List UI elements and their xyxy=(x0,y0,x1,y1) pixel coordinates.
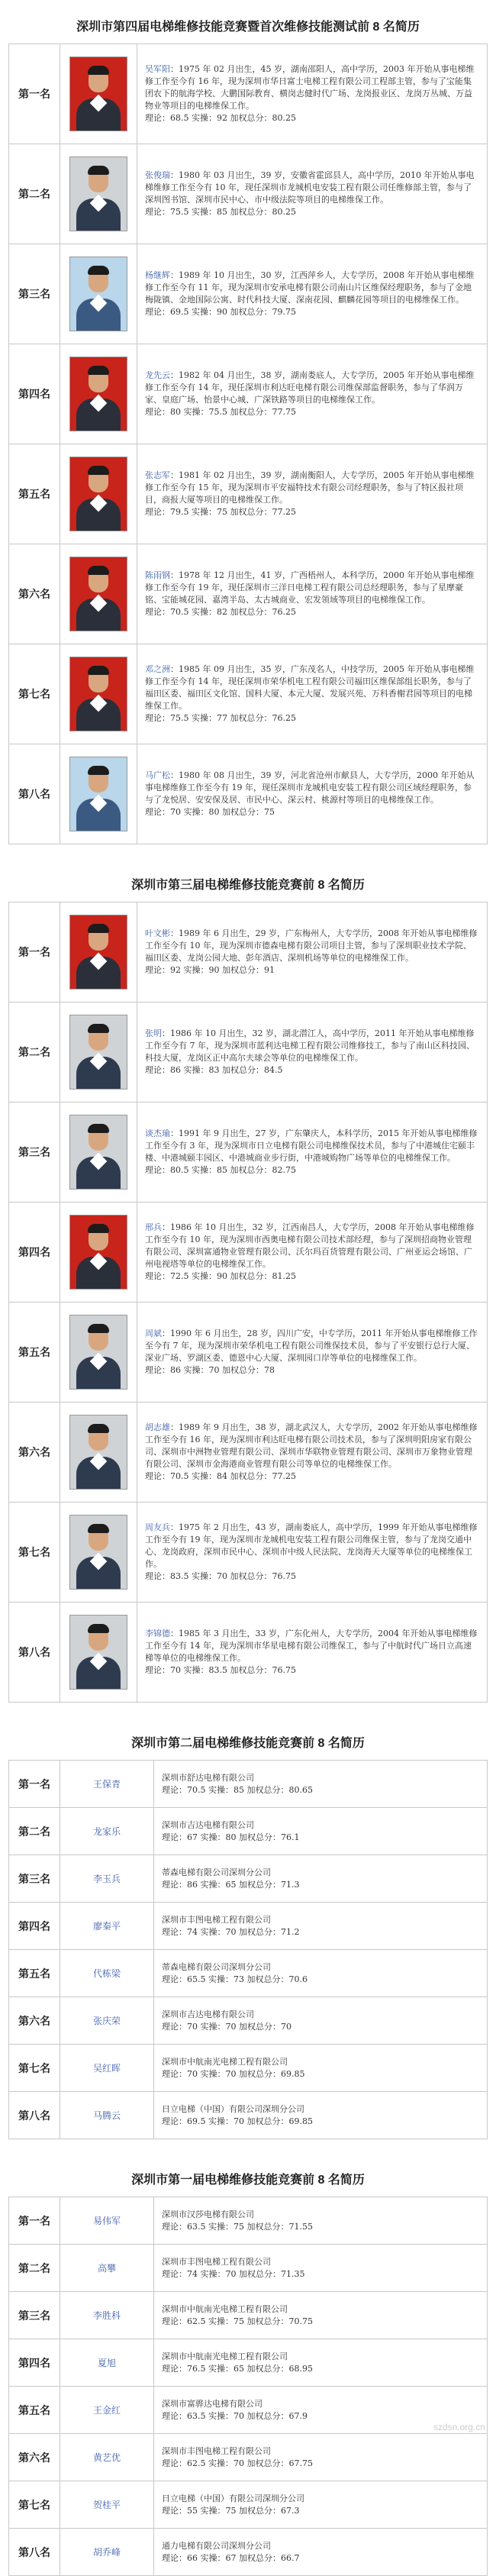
score-text: 理论：69.5 实操：70 加权总分：69.85 xyxy=(162,2116,313,2126)
person-name: 胡乔峰 xyxy=(60,2529,154,2576)
person-name: 李锦德 xyxy=(145,1629,170,1638)
section-title: 深圳市第一届电梯维修技能竞赛前 8 名简历 xyxy=(131,2174,365,2187)
person-name: 马腾云 xyxy=(60,2092,154,2139)
photo-cell xyxy=(60,1603,137,1703)
section-2nd-competition xyxy=(8,1733,488,2139)
table-row xyxy=(9,1808,488,1855)
rank-cell: 第八名 xyxy=(9,2529,60,2576)
bio-cell xyxy=(137,644,488,744)
info-cell xyxy=(154,2245,488,2292)
person-name: 李玉兵 xyxy=(60,1855,154,1903)
score-text: 理论：86 实操：70 加权总分：78 xyxy=(145,1365,275,1375)
info-cell xyxy=(154,2529,488,2576)
bio-text: ：1989 年 10 月出生，30 岁，江西萍乡人，大专学历，2008 年开始从事电梯维修工作至今有 11 年，现为深圳市安承电梯有限公司南山片区维保经理职务，参与了金地梅陇镇、金地国际公寓、时代科技大厦、深南花园、麒麟花园等项目的电梯维保工作。 xyxy=(145,270,475,305)
person-name: 叶文彬 xyxy=(145,928,170,938)
company-text: 深圳市中航南光电梯工程有限公司 xyxy=(162,2351,288,2361)
portrait-photo xyxy=(69,257,127,331)
person-name: 张俊瑞 xyxy=(145,170,170,180)
company-text: 蒂森电梯有限公司深圳分公司 xyxy=(162,1961,271,1972)
bio-text: ：1989 年 6 月出生，29 岁，广东梅州人，大专学历，2008 年开始从事电梯维修工作至今有 10 年，现为深圳市德森电梯有限公司项目主管，参与了深圳职业技术学院、福田区委、龙岗公园大地、彭年酒店、深圳机场等单位的电梯维保工作。 xyxy=(145,928,478,963)
table-row xyxy=(9,1002,488,1102)
photo-cell xyxy=(60,644,137,744)
table-row xyxy=(9,1503,488,1603)
rank-cell: 第七名 xyxy=(9,644,60,744)
rank-cell: 第八名 xyxy=(9,1603,60,1703)
table-row xyxy=(9,1403,488,1503)
photo-cell xyxy=(60,144,137,244)
portrait-photo xyxy=(69,357,127,431)
bio-cell xyxy=(137,544,488,644)
bio-cell xyxy=(137,44,488,144)
bio-text: ：1991 年 9 月出生，27 岁，广东肇庆人，本科学历，2015 年开始从事电梯维修工作至今有 3 年，现为深圳市日立电梯有限公司电梯维保技术员，参与了中港城住宅颐丰楼、中港城颐丰园区、中港城商业步行街，中港城购物广场等单位的电梯维保工作。 xyxy=(145,1128,478,1163)
person-name: 黄艺优 xyxy=(60,2434,154,2481)
portrait-photo xyxy=(69,157,127,231)
rank-cell: 第五名 xyxy=(9,1950,60,1997)
bio-text: ：1990 年 6 月出生，28 岁，四川广安，中专学历，2011 年开始从事电梯维修工作至今有 7 年，现为深圳市荣华机电工程有限公司维保技术员，参与了平安银行总行大厦、深业广场、罗湖区委、德恩中心大厦、深圳园口岸等单位的电梯维保工作。 xyxy=(145,1328,478,1363)
rank-cell: 第一名 xyxy=(9,902,60,1002)
bio-cell xyxy=(137,1403,488,1503)
table-row xyxy=(9,744,488,844)
info-cell xyxy=(154,1855,488,1903)
table-row xyxy=(9,2092,488,2139)
person-name: 邓之洲 xyxy=(145,664,170,674)
bio-text: ：1980 年 08 月出生，39 岁，河北省沧州市献县人，大专学历，2000 年开始从事电梯维修工作至今有 19 年，现任深圳市龙城机电安装工程有限公司区域经理职务，参与了龙悦居、安安保及居、市民中心、深云村、桃源村等项目的电梯维保工作。 xyxy=(145,770,475,805)
table-row xyxy=(9,1603,488,1703)
score-text: 理论：70.5 实操：85 加权总分：80.65 xyxy=(162,1784,313,1795)
rank-cell: 第三名 xyxy=(9,1855,60,1903)
info-cell xyxy=(154,1903,488,1950)
score-text: 理论：70 实操：80 加权总分：75 xyxy=(145,807,275,817)
info-cell xyxy=(154,2339,488,2387)
bio-text: ：1986 年 10 月出生，32 岁，湖北潜江人，高中学历，2011 年开始从事电梯维修工作至今有 7 年，现为深圳市蓝利达电梯工程有限公司维修技工，参与了南山区科技园、科技大厦，龙岗区正中高尔夫球会等单位的电梯维保工作。 xyxy=(145,1028,475,1063)
rank-cell: 第六名 xyxy=(9,1997,60,2045)
company-text: 深圳市吉达电梯有限公司 xyxy=(162,1819,254,1830)
portrait-photo xyxy=(69,757,127,831)
table-row xyxy=(9,1903,488,1950)
section-4th-competition xyxy=(8,17,488,844)
score-text: 理论：55 实操：75 加权总分：67.3 xyxy=(162,2505,300,2516)
table-row xyxy=(9,1855,488,1903)
score-text: 理论：70 实操：83.5 加权总分：76.75 xyxy=(145,1665,296,1675)
company-text: 深圳市舒达电梯有限公司 xyxy=(162,1772,254,1783)
score-text: 理论：69.5 实操：90 加权总分：79.75 xyxy=(145,307,296,317)
rank-cell: 第四名 xyxy=(9,1202,60,1303)
person-name: 龙家乐 xyxy=(60,1808,154,1855)
section-3rd-competition xyxy=(8,875,488,1703)
person-name: 王保青 xyxy=(60,1761,154,1808)
section-title: 深圳市第二届电梯维修技能竞赛前 8 名简历 xyxy=(131,1737,365,1750)
rank-cell: 第五名 xyxy=(9,444,60,544)
portrait-photo xyxy=(69,457,127,531)
rank-cell: 第八名 xyxy=(9,744,60,844)
portrait-photo xyxy=(69,1215,127,1290)
ranking-table xyxy=(8,2197,488,2576)
photo-cell xyxy=(60,902,137,1002)
score-text: 理论：62.5 实操：70 加权总分：67.75 xyxy=(162,2458,313,2468)
portrait-photo xyxy=(69,915,127,989)
bio-text: ：1975 年 2 月出生，43 岁，湖南娄底人，高中学历，1999 年开始从事电梯维修工作至今有 19 年，现为深圳市龙城机电安装工程有限公司维保主管，参与了龙岗交通中心、龙岗政府，深圳市民中心、深圳市中级人民法院、龙岗海天大厦等单位的电梯维保工作。 xyxy=(145,1522,478,1569)
table-row xyxy=(9,2339,488,2387)
photo-cell xyxy=(60,44,137,144)
bio-cell xyxy=(137,1002,488,1102)
score-text: 理论：83.5 实操：70 加权总分：76.75 xyxy=(145,1571,296,1581)
person-name: 周友兵 xyxy=(145,1522,170,1532)
rank-cell: 第七名 xyxy=(9,1503,60,1603)
person-name: 马广松 xyxy=(145,770,170,780)
photo-cell xyxy=(60,1403,137,1503)
rank-cell: 第三名 xyxy=(9,244,60,344)
bio-cell xyxy=(137,1202,488,1303)
company-text: 深圳市丰图电梯工程有限公司 xyxy=(162,1914,271,1925)
rank-cell: 第一名 xyxy=(9,2197,60,2245)
table-row xyxy=(9,144,488,244)
person-name: 王金红 xyxy=(60,2387,154,2434)
score-text: 理论：76.5 实操：65 加权总分：68.95 xyxy=(162,2363,313,2374)
info-cell xyxy=(154,2481,488,2529)
rank-cell: 第四名 xyxy=(9,1903,60,1950)
info-cell xyxy=(154,2197,488,2245)
table-row xyxy=(9,2434,488,2481)
rank-cell: 第二名 xyxy=(9,1808,60,1855)
bio-cell xyxy=(137,744,488,844)
table-row xyxy=(9,544,488,644)
person-name: 杨继辉 xyxy=(145,270,170,280)
company-text: 通力电梯有限公司深圳分公司 xyxy=(162,2540,271,2551)
photo-cell xyxy=(60,1002,137,1102)
ranking-table xyxy=(8,44,488,844)
photo-cell xyxy=(60,1503,137,1603)
score-text: 理论：74 实操：70 加权总分：71.35 xyxy=(162,2268,305,2279)
table-row xyxy=(9,2481,488,2529)
bio-cell xyxy=(137,244,488,344)
bio-cell xyxy=(137,1503,488,1603)
photo-cell xyxy=(60,544,137,644)
photo-cell xyxy=(60,744,137,844)
ranking-table xyxy=(8,902,488,1703)
score-text: 理论：70.5 实操：84 加权总分：77.25 xyxy=(145,1471,296,1481)
bio-cell xyxy=(137,1603,488,1703)
person-name: 廖秦平 xyxy=(60,1903,154,1950)
company-text: 日立电梯（中国）有限公司深圳分公司 xyxy=(162,2493,304,2503)
person-name: 高攀 xyxy=(60,2245,154,2292)
photo-cell xyxy=(60,244,137,344)
person-name: 胡志雄 xyxy=(145,1422,170,1432)
table-row xyxy=(9,1950,488,1997)
score-text: 理论：70.5 实操：82 加权总分：76.25 xyxy=(145,607,296,617)
score-text: 理论：75.5 实操：85 加权总分：80.25 xyxy=(145,207,296,217)
table-row xyxy=(9,1997,488,2045)
page xyxy=(8,0,488,2576)
table-row xyxy=(9,644,488,744)
rank-cell: 第六名 xyxy=(9,1403,60,1503)
info-cell xyxy=(154,2092,488,2139)
table-row xyxy=(9,2197,488,2245)
rank-cell: 第一名 xyxy=(9,1761,60,1808)
photo-cell xyxy=(60,444,137,544)
rank-cell: 第五名 xyxy=(9,2387,60,2434)
bio-text: ：1985 年 3 月出生，33 岁，广东化州人，大专学历，2004 年开始从事电梯维修工作至今有 14 年，现为深圳市华星电梯有限公司维保工，参与了中航时代广场日立高速梯等单位的电梯维保工作。 xyxy=(145,1629,478,1663)
table-row xyxy=(9,444,488,544)
person-name: 邢兵 xyxy=(145,1222,162,1232)
rank-cell: 第二名 xyxy=(9,1002,60,1102)
rank-cell: 第二名 xyxy=(9,144,60,244)
bio-cell xyxy=(137,1102,488,1202)
score-text: 理论：72.5 实操：90 加权总分：81.25 xyxy=(145,1271,296,1281)
section-1st-competition xyxy=(8,2170,488,2576)
bio-cell xyxy=(137,344,488,444)
score-text: 理论：65.5 实操：73 加权总分：70.6 xyxy=(162,1974,308,1984)
table-row xyxy=(9,2387,488,2434)
table-row xyxy=(9,44,488,144)
bio-text: ：1989 年 9 月出生，38 岁，湖北武汉人，大专学历，2002 年开始从事电梯维修工作至今有 16 年，现为深圳市利达旺电梯有限公司技术员，参与了深圳明阳房家有限公司、深圳市中洲物业管理有限公司、深圳市华联物业管理有限公司、深圳市万象物业管理有限公司、深圳市金海港商业管理有限公司等单位的电梯维保工作。 xyxy=(145,1422,478,1469)
person-name: 陈雨钢 xyxy=(145,570,170,580)
portrait-photo xyxy=(69,1115,127,1190)
person-name: 龙先云 xyxy=(145,370,170,380)
score-text: 理论：67 实操：80 加权总分：76.1 xyxy=(162,1832,300,1842)
score-text: 理论：63.5 实操：70 加权总分：67.9 xyxy=(162,2410,308,2421)
info-cell xyxy=(154,1950,488,1997)
person-name: 谈杰瑜 xyxy=(145,1128,170,1138)
photo-cell xyxy=(60,344,137,444)
rank-cell: 第四名 xyxy=(9,2339,60,2387)
info-cell xyxy=(154,2292,488,2339)
person-name: 张明 xyxy=(145,1028,162,1038)
person-name: 易伟军 xyxy=(60,2197,154,2245)
score-text: 理论：63.5 实操：75 加权总分：71.55 xyxy=(162,2221,313,2232)
rank-cell: 第七名 xyxy=(9,2481,60,2529)
rank-cell: 第三名 xyxy=(9,1102,60,1202)
score-text: 理论：68.5 实操：92 加权总分：80.25 xyxy=(145,113,296,123)
bio-cell xyxy=(137,902,488,1002)
bio-text: ：1978 年 12 月出生，41 岁，广西梧州人，本科学历，2000 年开始从事电梯维修工作至今有 19 年，现任深圳市三洋日电梯工程有限公司总经理职务，参与了星摩豪铭、宝能城花园、嘉湾半岛、太古城商业、宏发领域等项目的电梯维保工作。 xyxy=(145,570,475,605)
person-name: 贺桂平 xyxy=(60,2481,154,2529)
rank-cell: 第八名 xyxy=(9,2092,60,2139)
portrait-photo xyxy=(69,557,127,631)
company-text: 深圳市富骅达电梯有限公司 xyxy=(162,2398,262,2409)
person-name: 吴红晖 xyxy=(60,2045,154,2092)
person-name: 代栋梁 xyxy=(60,1950,154,1997)
photo-cell xyxy=(60,1303,137,1403)
rank-cell: 第六名 xyxy=(9,544,60,644)
score-text: 理论：79.5 实操：75 加权总分：77.25 xyxy=(145,507,296,517)
score-text: 理论：80 实操：75.5 加权总分：77.75 xyxy=(145,407,296,417)
table-row xyxy=(9,2292,488,2339)
person-name: 夏旭 xyxy=(60,2339,154,2387)
bio-text: ：1981 年 02 月出生，39 岁，湖南衡阳人，大专学历，2005 年开始从事电梯维修工作至今有 15 年，现为深圳市平安福特技术有限公司经理职务，参与了特区报社项目，商报大厦等项目的电梯维保工作。 xyxy=(145,470,475,505)
person-name: 张志军 xyxy=(145,470,170,480)
rank-cell: 第五名 xyxy=(9,1303,60,1403)
bio-text: ：1986 年 10 月出生，32 岁，江西南昌人，大专学历，2008 年开始从事电梯维修工作至今有 10 年，现为深圳市西奥电梯有限公司技术部经理，参与了深圳招商物业管理有限公司、深圳富通物业管理有限公司、沃尔玛百货管理有限公司、广州亚运会场馆、广州电视塔等单位的电梯维保工作。 xyxy=(145,1222,475,1269)
rank-cell: 第二名 xyxy=(9,2245,60,2292)
rank-cell: 第七名 xyxy=(9,2045,60,2092)
table-row xyxy=(9,1202,488,1303)
table-row xyxy=(9,1761,488,1808)
company-text: 日立电梯（中国）有限公司深圳分公司 xyxy=(162,2103,304,2114)
info-cell xyxy=(154,1761,488,1808)
section-title: 深圳市第四届电梯维修技能竞赛暨首次维修技能测试前 8 名简历 xyxy=(76,21,420,34)
portrait-photo xyxy=(69,1415,127,1490)
table-row xyxy=(9,2245,488,2292)
table-row xyxy=(9,902,488,1002)
info-cell xyxy=(154,1997,488,2045)
person-name: 吴军阳 xyxy=(145,64,170,74)
section-title: 深圳市第三届电梯维修技能竞赛前 8 名简历 xyxy=(131,879,365,892)
company-text: 深圳市中航南光电梯工程有限公司 xyxy=(162,2056,288,2067)
table-row xyxy=(9,344,488,444)
bio-text: ：1975 年 02 月出生，45 岁，湖南邵阳人，高中学历，2003 年开始从事电梯维修工作至今有 16 年，现为深圳市华日富士电梯工程有限公司工程部主管，参与了宝能集团农下的航海学校、大鹏国际教育、横岗志健时代广场、龙岗报业区、龙岗万丛城、万益物业等项目的电梯维保工作。 xyxy=(145,64,475,111)
company-text: 深圳市中航南光电梯工程有限公司 xyxy=(162,2303,288,2314)
rank-cell: 第四名 xyxy=(9,344,60,444)
score-text: 理论：74 实操：70 加权总分：71.2 xyxy=(162,1926,300,1937)
info-cell xyxy=(154,2045,488,2092)
bio-text: ：1980 年 03 月出生，39 岁，安徽省霍邱县人，高中学历，2010 年开始从事电梯维修工作至今有 10 年，现任深圳市龙城机电安装工程有限公司任维修部主管，参与了深圳图书馆、深圳市民中心、市中级法院等项目的电梯维保工作。 xyxy=(145,170,475,205)
score-text: 理论：86 实操：65 加权总分：71.3 xyxy=(162,1879,300,1890)
table-row xyxy=(9,244,488,344)
table-row xyxy=(9,2529,488,2576)
person-name: 李胜科 xyxy=(60,2292,154,2339)
info-cell xyxy=(154,1808,488,1855)
rank-cell: 第三名 xyxy=(9,2292,60,2339)
person-name: 张庆荣 xyxy=(60,1997,154,2045)
company-text: 深圳市吉达电梯有限公司 xyxy=(162,2009,254,2019)
company-text: 深圳市汉莎电梯有限公司 xyxy=(162,2209,254,2219)
company-text: 深圳市丰图电梯工程有限公司 xyxy=(162,2256,271,2267)
bio-text: ：1985 年 09 月出生，35 岁，广东茂名人，中技学历，2005 年开始从事电梯维修工作至今有 14 年，现任深圳市荣华机电工程有限公司福田区维保部组长职务，参与了福田区委、福田区文化馆、国科大厦、本元大厦、发展兴苑、万科香榭君园等项目的电梯维保工作。 xyxy=(145,664,475,711)
table-row xyxy=(9,1102,488,1202)
portrait-photo xyxy=(69,1315,127,1390)
score-text: 理论：86 实操：83 加权总分：84.5 xyxy=(145,1065,283,1075)
rank-cell: 第六名 xyxy=(9,2434,60,2481)
score-text: 理论：75.5 实操：77 加权总分：76.25 xyxy=(145,713,296,723)
bio-cell xyxy=(137,144,488,244)
score-text: 理论：80.5 实操：85 加权总分：82.75 xyxy=(145,1165,296,1175)
score-text: 理论：66 实操：67 加权总分：66.7 xyxy=(162,2552,300,2563)
score-text: 理论：62.5 实操：75 加权总分：70.75 xyxy=(162,2316,313,2326)
score-text: 理论：92 实操：90 加权总分：91 xyxy=(145,965,275,975)
portrait-photo xyxy=(69,1015,127,1089)
rank-cell: 第一名 xyxy=(9,44,60,144)
portrait-photo xyxy=(69,56,127,131)
portrait-photo xyxy=(69,657,127,731)
company-text: 蒂森电梯有限公司深圳分公司 xyxy=(162,1867,271,1877)
ranking-table xyxy=(8,1760,488,2139)
site-watermark: szdsn.org.cn xyxy=(433,2422,485,2432)
person-name: 周斌 xyxy=(145,1328,162,1338)
info-cell xyxy=(154,2434,488,2481)
table-row xyxy=(9,1303,488,1403)
company-text: 深圳市丰图电梯工程有限公司 xyxy=(162,2445,271,2456)
bio-cell xyxy=(137,444,488,544)
bio-text: ：1982 年 04 月出生，38 岁，湖南娄底人，大专学历，2005 年开始从事电梯维修工作至今有 14 年，现任深圳市利达旺电梯有限公司维保部监督职务，参与了华润万家、皇庭广场、怡景中心城、广深铁路等项目的电梯维保工作。 xyxy=(145,370,475,405)
photo-cell xyxy=(60,1102,137,1202)
bio-cell xyxy=(137,1303,488,1403)
portrait-photo xyxy=(69,1615,127,1690)
photo-cell xyxy=(60,1202,137,1303)
portrait-photo xyxy=(69,1515,127,1590)
table-row xyxy=(9,2045,488,2092)
score-text: 理论：70 实操：70 加权总分：70 xyxy=(162,2021,291,2032)
score-text: 理论：70 实操：70 加权总分：69.85 xyxy=(162,2068,305,2079)
